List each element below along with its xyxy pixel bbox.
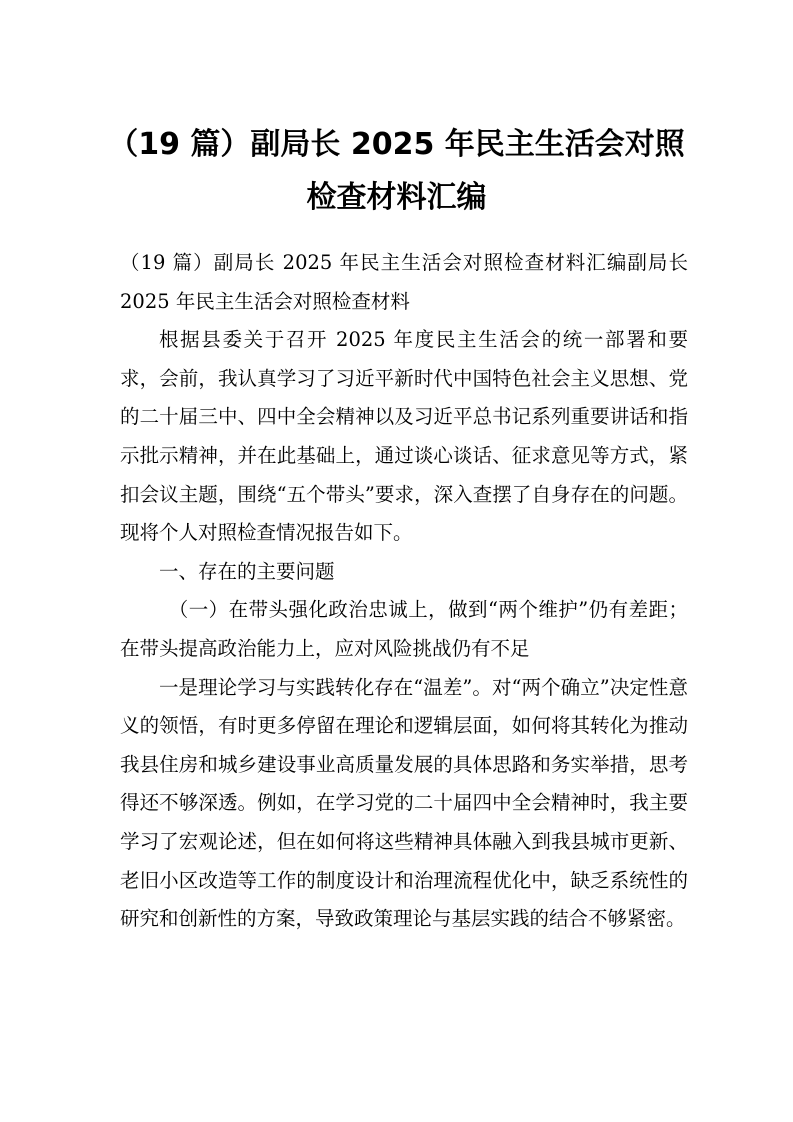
document-body xyxy=(120,244,688,939)
subsection-heading: （一）在带头强化政治忠诚上，做到“两个维护”仍有差距；在带头提高政治能力上，应对风险挑战仍有不足 xyxy=(120,598,688,660)
document-title: （19 篇）副局长 2025 年民主生活会对照检查材料汇编 xyxy=(108,127,685,215)
intro-paragraph: 根据县委关于召开 2025 年度民主生活会的统一部署和要求，会前，我认真学习了习近平新时代中国特色社会主义思想、党的二十届三中、四中全会精神以及习近平总书记系列重要讲话和指示批示精神，并在此基础上，通过谈心谈话、征求意见等方式，紧扣会议主题，围绕“五个带头”要求，深入查摆了自身存在的问题。现将个人对照检查情况报告如下。 xyxy=(120,328,688,545)
subtitle-line: （19 篇）副局长 2025 年民主生活会对照检查材料汇编副局长 2025 年民主生活会对照检查材料 xyxy=(120,251,688,313)
body-paragraph: 一是理论学习与实践转化存在“温差”。对“两个确立”决定性意义的领悟，有时更多停留在理论和逻辑层面，如何将其转化为推动我县住房和城乡建设事业高质量发展的具体思路和务实举措，思考得还不够深透。例如，在学习党的二十届四中全会精神时，我主要学习了宏观论述，但在如何将这些精神具体融入到我县城市更新、老旧小区改造等工作的制度设计和治理流程优化中，缺乏系统性的研究和创新性的方案，导致政策理论与基层实践的结合不够紧密。 xyxy=(120,675,688,931)
section-heading: 一、存在的主要问题 xyxy=(159,559,335,583)
